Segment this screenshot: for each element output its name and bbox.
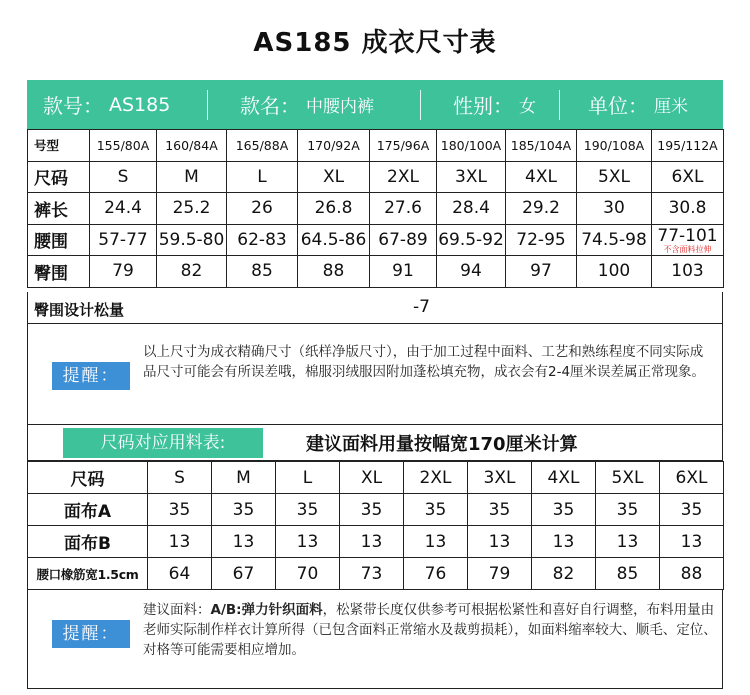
table-cell: 85 [596,558,660,590]
table-cell: 13 [276,526,340,558]
reminder-label: 提醒： [52,362,130,390]
table-cell: 59.5-80 [157,224,227,256]
size-row [28,161,724,193]
size-row [28,224,724,256]
table-cell: M [212,462,276,494]
table-cell: 85 [227,256,298,288]
table-cell: 79 [90,256,157,288]
table-cell: 3XL [468,462,532,494]
table-cell: 5XL [596,462,660,494]
gender [421,80,559,129]
table-cell: 74.5-98 [577,224,652,256]
unit-label: 单位： [588,94,648,118]
table-cell: 2XL [404,462,468,494]
fabric-table [27,461,724,590]
table-cell [652,224,724,256]
size-row [28,193,724,225]
table-cell: 170/92A [298,130,370,162]
table-cell: 72-95 [506,224,577,256]
table-cell: 165/88A [227,130,298,162]
table-cell: 76 [404,558,468,590]
table-cell: 97 [506,256,577,288]
hip-ease-row [27,292,723,324]
table-cell: 35 [404,494,468,526]
table-cell: 27.6 [370,193,437,225]
table-cell: 13 [212,526,276,558]
table-cell: 30.8 [652,193,724,225]
table-cell: 88 [660,558,724,590]
table-cell: 25.2 [157,193,227,225]
table-cell: 13 [340,526,404,558]
fabric-row [28,526,724,558]
table-cell: 35 [148,494,212,526]
style-name-value: 中腰内裤 [306,97,374,117]
table-cell: S [90,161,157,193]
table-cell: 190/108A [577,130,652,162]
table-cell: 35 [276,494,340,526]
table-cell: 175/96A [370,130,437,162]
info-bar [27,80,723,129]
waist-note: 不含面料拉伸 [663,245,712,254]
table-cell: 13 [468,526,532,558]
table-cell: 64.5-86 [298,224,370,256]
table-cell: 57-77 [90,224,157,256]
table-cell: 26 [227,193,298,225]
table-cell: 64 [148,558,212,590]
table-cell: 13 [596,526,660,558]
row-header: 尺码 [28,462,148,494]
fabric-row [28,462,724,494]
fabric-reminder-bold: A/B:弹力针织面料 [210,602,323,618]
row-header: 面布A [28,494,148,526]
table-cell: 155/80A [90,130,157,162]
style-name [208,80,420,129]
fabric-reminder-label: 提醒： [52,620,130,648]
page-title: AS185 成衣尺寸表 [253,28,497,58]
fabric-title-row [27,425,723,461]
table-cell: 69.5-92 [437,224,506,256]
table-cell: 2XL [370,161,437,193]
fabric-row [28,558,724,590]
row-header: 面布B [28,526,148,558]
table-cell: 6XL [660,462,724,494]
table-cell: 62-83 [227,224,298,256]
row-header: 裤长 [28,193,90,225]
table-cell: 13 [404,526,468,558]
table-cell: L [227,161,298,193]
table-cell: 28.4 [437,193,506,225]
row-header: 腰口橡筋宽1.5cm [28,558,148,590]
reminder-text: 以上尺寸为成衣精确尺寸（纸样净版尺寸），由于加工过程中面料、工艺和熟练程度不同实际成品尺寸可能会有所误差哦，棉服羽绒服因附加蓬松填充物，成衣会有2-4厘米误差属正常现象。 [143,344,706,380]
fabric-reminder-prefix: 建议面料： [143,602,211,618]
table-cell: 79 [468,558,532,590]
table-cell: 100 [577,256,652,288]
table-cell: 24.4 [90,193,157,225]
table-cell: 13 [660,526,724,558]
table-cell: 35 [212,494,276,526]
table-cell: 67 [212,558,276,590]
table-cell: 4XL [532,462,596,494]
table-cell: 180/100A [437,130,506,162]
fabric-reminder-box [27,590,723,689]
table-cell: 73 [340,558,404,590]
table-cell: 35 [340,494,404,526]
table-cell: 29.2 [506,193,577,225]
table-cell: 13 [148,526,212,558]
table-cell: XL [298,161,370,193]
table-cell: 94 [437,256,506,288]
row-header: 腰围 [28,224,90,256]
fabric-row [28,494,724,526]
table-cell: 70 [276,558,340,590]
table-cell: 185/104A [506,130,577,162]
style-no-value: AS185 [109,93,171,116]
unit-value: 厘米 [654,97,688,117]
table-cell: 3XL [437,161,506,193]
table-cell: 88 [298,256,370,288]
size-row [28,130,724,162]
fabric-title: 尺码对应用料表: [63,428,263,458]
table-cell: M [157,161,227,193]
fabric-reminder-rest: ，松紧带长度仅供参考可根据松紧性和喜好自行调整，布料用量由老师实际制作样衣计算所得（已包含面料正常缩水及裁剪损耗），如面料缩率较大、顺毛、定位、对格等可能需要相应增加。 [143,602,717,658]
table-cell: 4XL [506,161,577,193]
gender-label: 性别： [453,94,513,118]
table-cell: 26.8 [298,193,370,225]
table-cell: 35 [532,494,596,526]
size-table [27,129,724,288]
table-cell: 103 [652,256,724,288]
table-cell: 35 [468,494,532,526]
table-cell: XL [340,462,404,494]
table-cell: 67-89 [370,224,437,256]
table-cell: 82 [532,558,596,590]
table-cell: S [148,462,212,494]
table-cell: 35 [596,494,660,526]
table-cell: 5XL [577,161,652,193]
table-cell: 35 [660,494,724,526]
row-header: 尺码 [28,161,90,193]
table-cell: 30 [577,193,652,225]
fabric-subtitle: 建议面料用量按幅宽170厘米计算 [306,434,578,455]
style-no [27,80,207,129]
row-header: 号型 [28,130,90,162]
hip-ease-value: -7 [413,297,430,317]
table-cell: L [276,462,340,494]
table-cell: 82 [157,256,227,288]
table-cell: 6XL [652,161,724,193]
table-cell: 195/112A [652,130,724,162]
fabric-reminder-text [143,600,718,660]
table-cell: 13 [532,526,596,558]
unit [560,80,720,129]
size-row [28,256,724,288]
table-cell: 160/84A [157,130,227,162]
reminder-box [27,324,723,425]
row-header: 臀围 [28,256,90,288]
style-no-label: 款号： [43,94,103,118]
style-name-label: 款名： [240,94,300,118]
gender-value: 女 [519,97,536,117]
cell-value: 77-101 [657,225,718,246]
hip-ease-label: 臀围设计松量 [34,301,125,319]
table-cell: 91 [370,256,437,288]
